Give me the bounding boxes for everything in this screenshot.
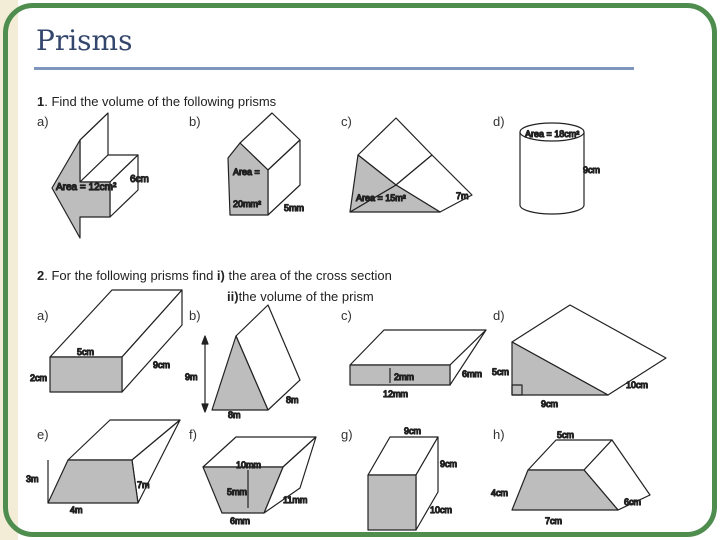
prism-2e bbox=[26, 420, 180, 515]
prism-2b bbox=[185, 305, 300, 420]
prism-1b-length: 5mm bbox=[284, 203, 304, 213]
prism-2f-depth: 11mm bbox=[283, 495, 308, 505]
prism-1b bbox=[228, 113, 304, 215]
label-1b: b) bbox=[189, 114, 201, 129]
prism-2b-height: 9m bbox=[185, 372, 198, 382]
question-2-number: 2 bbox=[37, 268, 45, 283]
prism-2h-base: 7cm bbox=[545, 516, 563, 526]
question-2-text-mid: the area of the cross section bbox=[224, 268, 392, 283]
label-1d: d) bbox=[493, 114, 505, 129]
prism-2e-depth: 7m bbox=[137, 480, 150, 490]
prism-2c-depth: 6mm bbox=[462, 369, 482, 379]
prism-1d-height: 9cm bbox=[583, 165, 601, 175]
prism-2g-height: 9cm bbox=[440, 459, 458, 469]
question-1-number: 1 bbox=[37, 94, 45, 109]
prism-1d bbox=[520, 123, 600, 214]
page-title: Prisms bbox=[36, 24, 133, 57]
prism-2f-bottom: 6mm bbox=[230, 516, 250, 526]
question-2-text-after: the volume of the prism bbox=[238, 289, 374, 304]
prism-1b-area-line2: 20mm² bbox=[233, 199, 262, 209]
prism-2h-depth: 6cm bbox=[624, 497, 642, 507]
label-2c: c) bbox=[341, 308, 352, 323]
prism-2e-base: 4m bbox=[70, 505, 83, 515]
question-2-part-i: i) bbox=[216, 268, 225, 283]
prism-2c-height: 2mm bbox=[394, 372, 414, 382]
prism-2a bbox=[30, 290, 182, 392]
prism-2f bbox=[203, 437, 316, 526]
label-1c: c) bbox=[341, 114, 352, 129]
prism-2d-height: 5cm bbox=[492, 367, 510, 377]
prism-2b-depth: 8m bbox=[286, 395, 299, 405]
prism-1b-area-line1: Area = bbox=[233, 167, 260, 177]
prism-2c bbox=[350, 330, 486, 399]
prism-1a-area: Area = 12cm² bbox=[56, 182, 117, 193]
prism-2h-top: 5cm bbox=[557, 430, 575, 440]
prism-2g-depth: 10cm bbox=[430, 505, 453, 515]
prism-2g bbox=[368, 426, 457, 530]
label-2g: g) bbox=[341, 427, 353, 442]
label-2f: f) bbox=[189, 427, 197, 442]
label-2b: b) bbox=[189, 308, 201, 323]
prism-2f-height: 5mm bbox=[227, 487, 247, 497]
prism-1a bbox=[52, 113, 149, 238]
question-2-part-ii: ii) bbox=[227, 289, 239, 304]
prism-2a-depth: 9cm bbox=[153, 360, 171, 370]
label-2d: d) bbox=[493, 308, 505, 323]
prism-2h bbox=[491, 430, 650, 526]
prism-1c-area: Area = 15m² bbox=[356, 193, 406, 203]
prism-2c-base: 12mm bbox=[383, 389, 409, 399]
prism-1d-area: Area = 18cm² bbox=[525, 129, 580, 139]
prism-2b-base: 8m bbox=[228, 410, 241, 420]
label-2e: e) bbox=[37, 427, 49, 442]
prism-2d-base: 9cm bbox=[541, 399, 559, 409]
label-2a: a) bbox=[37, 308, 49, 323]
prism-1c bbox=[350, 118, 472, 212]
prism-2e-height: 3m bbox=[26, 474, 39, 484]
question-2-text-before: . For the following prisms find bbox=[44, 268, 217, 283]
label-2h: h) bbox=[493, 427, 505, 442]
prism-2d-depth: 10cm bbox=[626, 380, 649, 390]
prism-2a-top: 5cm bbox=[77, 347, 95, 357]
prism-2h-height: 4cm bbox=[491, 488, 509, 498]
question-1-text: . Find the volume of the following prisms bbox=[44, 94, 277, 109]
prism-2f-top: 10mm bbox=[236, 460, 262, 470]
prism-1c-length: 7m bbox=[456, 191, 469, 201]
prism-2a-side: 2cm bbox=[30, 373, 48, 383]
prism-2d bbox=[492, 305, 666, 409]
label-1a: a) bbox=[37, 114, 49, 129]
prism-2g-top: 9cm bbox=[404, 426, 422, 436]
prism-1a-length: 6cm bbox=[130, 174, 149, 185]
